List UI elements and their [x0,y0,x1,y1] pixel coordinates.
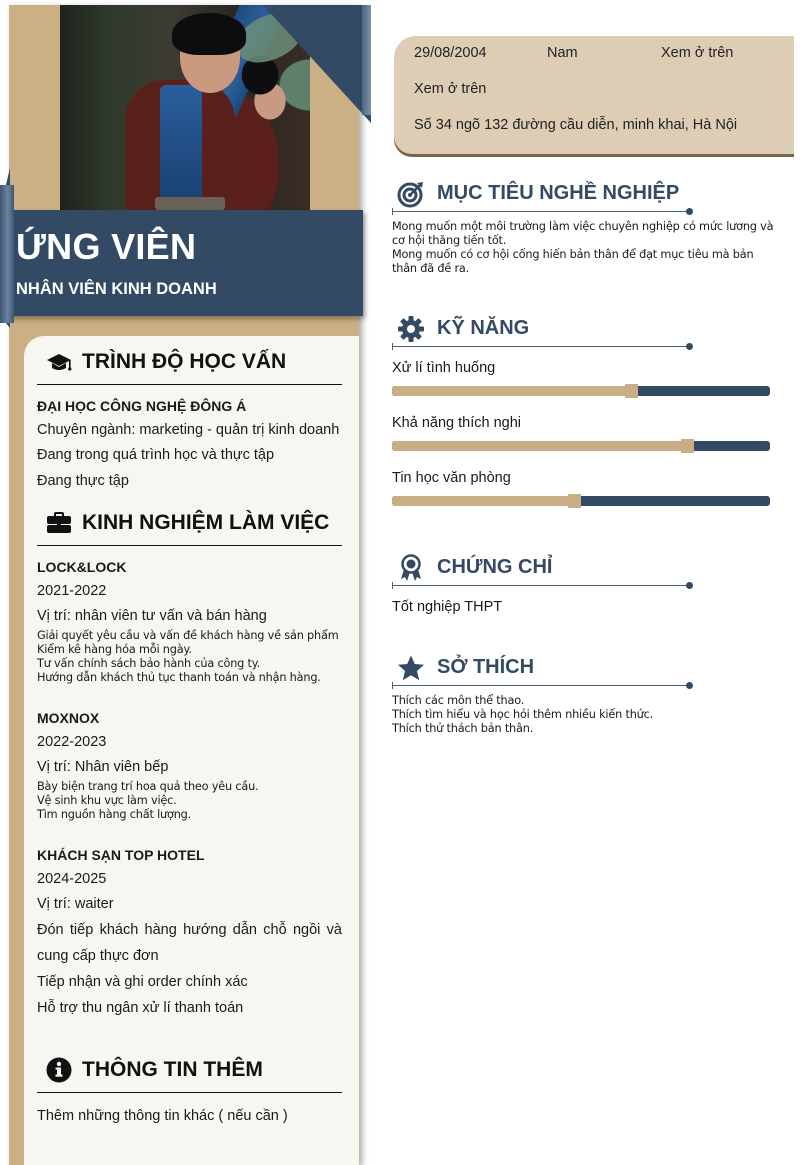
skill-label: Xử lí tình huống [392,360,496,376]
objective-line: Mong muốn có cơ hội cống hiến bản thân để đạt mục tiêu mà bản thân đã đề ra. [392,248,754,275]
objective-header [392,176,692,218]
gear-icon [397,315,425,343]
hobby-item: Thích tìm hiểu và học hỏi thêm nhiều kiến thức. [392,708,654,721]
certificates-header [392,550,692,592]
skill-level-marker [568,494,581,508]
gender: Nam [547,45,578,61]
skill-bar-situation-handling [392,386,770,396]
job-position: Vị trí: nhân viên tư vấn và bán hàng [37,608,267,624]
skill-fill [392,386,632,396]
job-duty: Tìm nguồn hàng chất lượng. [37,808,192,821]
photo-belt [155,197,225,210]
objective-title: MỤC TIÊU NGHỀ NGHIỆP [437,182,680,204]
job-duty: Tiếp nhận và ghi order chính xác [37,974,248,990]
graduation-cap-icon [46,349,72,375]
job-duty: Tư vấn chính sách bảo hành của công ty. [37,657,261,670]
job-period: 2021-2022 [37,583,107,599]
candidate-job-title: NHÂN VIÊN KINH DOANH [16,280,217,298]
divider-dot [686,682,693,689]
divider-line [392,685,688,686]
additional-info-title: THÔNG TIN THÊM [82,1058,263,1081]
job-duty: Hỗ trợ thu ngân xử lí thanh toán [37,1000,244,1016]
education-line: Chuyên ngành: marketing - quản trị kinh doanh [37,422,340,438]
job-company: LOCK&LOCK [37,559,127,575]
education-line: Đang trong quá trình học và thực tập [37,447,275,463]
job-company: KHÁCH SẠN TOP HOTEL [37,847,205,863]
education-title: TRÌNH ĐỘ HỌC VẤN [82,350,287,373]
certificate-item: Tốt nghiệp THPT [392,599,503,615]
skill-label: Tin học văn phòng [392,470,511,486]
objective-line: Mong muốn một môi trường làm việc chuyên nghiệp có mức lương và cơ hội thăng tiến tốt. [392,220,774,247]
email: Xem ở trên [414,81,487,97]
ribbon-fold-left [0,185,14,323]
hobbies-title: SỞ THÍCH [437,656,535,678]
hobby-item: Thích các môn thể thao. [392,694,525,707]
education-school: ĐẠI HỌC CÔNG NGHỆ ĐÔNG Á [37,398,247,414]
photo-shirt [160,85,202,210]
additional-info-header [37,1057,342,1093]
job-period: 2024-2025 [37,871,107,887]
skills-header [392,311,692,353]
experience-title: KINH NGHIỆM LÀM VIỆC [82,511,330,534]
skill-bar-office-it [392,496,770,506]
skill-fill [392,441,688,451]
job-position: Vị trí: waiter [37,896,114,912]
divider-dot [686,343,693,350]
divider-dot [686,208,693,215]
skill-level-marker [681,439,694,453]
candidate-photo [60,5,310,210]
divider-line [392,585,688,586]
job-duty: Kiểm kê hàng hóa mỗi ngày. [37,643,192,656]
education-line: Đang thực tập [37,473,129,489]
corner-ribbon-edge [362,5,371,115]
additional-info-text: Thêm những thông tin khác ( nếu cần ) [37,1108,288,1124]
info-circle-icon [46,1057,72,1083]
divider-dot [686,582,693,589]
skill-label: Khả năng thích nghi [392,415,521,431]
job-company: MOXNOX [37,710,100,726]
job-duty: Đón tiếp khách hàng hướng dẫn chỗ ngồi và cung cấp thực đơn [37,922,342,964]
star-icon [397,654,425,682]
skill-bar-adaptability [392,441,770,451]
job-duty: Vệ sinh khu vực làm việc. [37,794,177,807]
skill-level-marker [625,384,638,398]
award-ribbon-icon [397,554,425,582]
photo-hair [172,13,246,55]
job-period: 2022-2023 [37,734,107,750]
target-icon [397,180,425,208]
education-header [37,349,342,385]
job-duty: Bày biện trang trí hoa quả theo yêu cầu. [37,780,259,793]
job-duty: Hướng dẫn khách thủ tục thanh toán và nhận hàng. [37,671,321,684]
job-duty: Giải quyết yêu cầu và vấn đề khách hàng về sản phẩm [37,629,339,642]
job-position: Vị trí: Nhân viên bếp [37,759,169,775]
candidate-name: ỨNG VIÊN [16,226,197,267]
skills-title: KỸ NĂNG [437,317,530,339]
experience-header [37,510,342,546]
certificates-title: CHỨNG CHỈ [437,556,553,578]
hobby-item: Thích thử thách bản thân. [392,722,534,735]
divider-line [392,211,688,212]
phone: Xem ở trên [661,45,734,61]
briefcase-icon [46,510,72,536]
hobbies-header [392,650,692,692]
divider-line [392,346,688,347]
address: Số 34 ngõ 132 đường cầu diễn, minh khai, Hà Nội [414,117,738,133]
birth-date: 29/08/2004 [414,45,487,61]
skill-fill [392,496,575,506]
